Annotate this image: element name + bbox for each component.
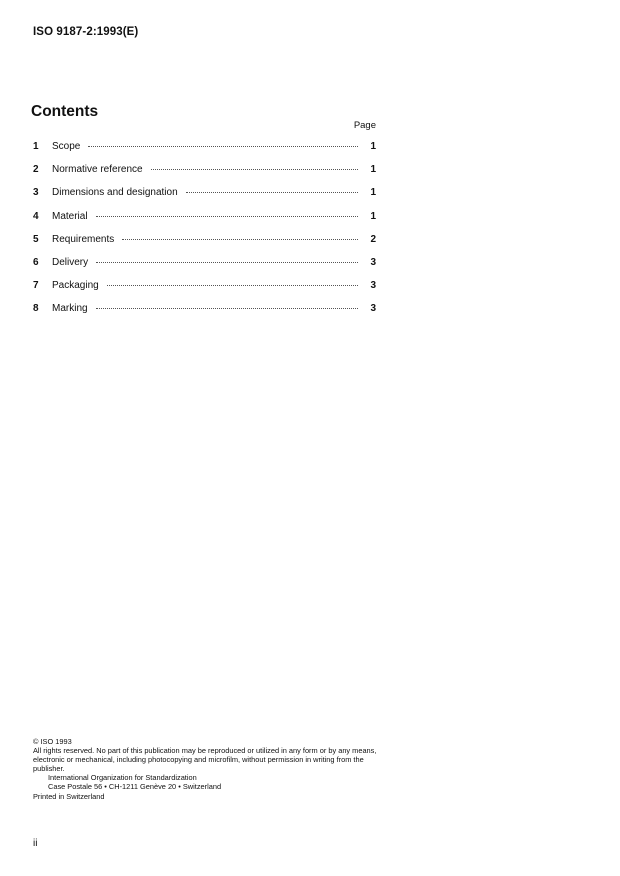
toc-entry-title: Dimensions and designation bbox=[52, 187, 178, 199]
toc-leader-dots bbox=[151, 168, 358, 170]
organization-address: Case Postale 56 • CH-1211 Genève 20 • Switzerland bbox=[48, 782, 222, 792]
table-of-contents bbox=[33, 141, 376, 327]
toc-entry-marking[interactable] bbox=[33, 303, 376, 326]
toc-entry-page: 3 bbox=[370, 280, 376, 292]
toc-entry-material[interactable] bbox=[33, 211, 376, 234]
contents-title: Contents bbox=[31, 103, 99, 120]
toc-entry-delivery[interactable] bbox=[33, 257, 376, 280]
toc-entry-page: 3 bbox=[370, 303, 376, 315]
toc-entry-page: 1 bbox=[370, 141, 376, 152]
toc-entry-title: Material bbox=[52, 210, 88, 222]
toc-entry-scope[interactable] bbox=[33, 141, 376, 164]
toc-leader-dots bbox=[96, 215, 358, 217]
toc-leader-dots bbox=[88, 145, 358, 147]
toc-entry-number: 5 bbox=[33, 233, 39, 245]
toc-entry-title: Marking bbox=[52, 303, 88, 315]
toc-entry-requirements[interactable] bbox=[33, 234, 376, 257]
toc-entry-number: 8 bbox=[33, 303, 39, 315]
toc-entry-number: 2 bbox=[33, 164, 39, 176]
toc-leader-dots bbox=[96, 307, 358, 309]
toc-leader-dots bbox=[122, 238, 358, 240]
toc-entry-packaging[interactable] bbox=[33, 280, 376, 303]
toc-entry-number: 3 bbox=[33, 187, 39, 199]
toc-entry-page: 1 bbox=[370, 164, 376, 176]
toc-entry-number: 4 bbox=[33, 210, 39, 222]
toc-entry-page: 2 bbox=[370, 233, 376, 245]
document-id: ISO 9187-2:1993(E) bbox=[33, 26, 139, 38]
page-number: ii bbox=[33, 838, 38, 849]
toc-entry-number: 7 bbox=[33, 280, 39, 292]
toc-entry-title: Packaging bbox=[52, 280, 99, 292]
toc-entry-number: 1 bbox=[33, 141, 39, 152]
page-column-label: Page bbox=[353, 120, 376, 131]
toc-entry-number: 6 bbox=[33, 256, 39, 268]
rights-statement: All rights reserved. No part of this publication may be reproduced or utilized in any form or by any means, electronic or mechanical, including photocopying and microfilm, without permission in writing from the publisher. bbox=[33, 746, 377, 774]
toc-entry-page: 3 bbox=[370, 256, 376, 268]
toc-leader-dots bbox=[107, 284, 358, 286]
toc-entry-title: Scope bbox=[52, 141, 81, 152]
toc-entry-title: Normative reference bbox=[52, 164, 143, 176]
toc-entry-dimensions[interactable] bbox=[33, 187, 376, 210]
toc-entry-title: Delivery bbox=[52, 256, 89, 268]
toc-entry-page: 1 bbox=[370, 187, 376, 199]
organization-name: International Organization for Standardization bbox=[48, 773, 197, 783]
copyright-footer bbox=[33, 737, 383, 801]
toc-entry-page: 1 bbox=[370, 210, 376, 222]
copyright-line: © ISO 1993 bbox=[33, 737, 72, 746]
toc-entry-title: Requirements bbox=[52, 233, 115, 245]
toc-entry-normative-reference[interactable] bbox=[33, 164, 376, 187]
toc-leader-dots bbox=[186, 191, 358, 193]
printed-in: Printed in Switzerland bbox=[33, 791, 105, 801]
toc-leader-dots bbox=[96, 261, 358, 263]
